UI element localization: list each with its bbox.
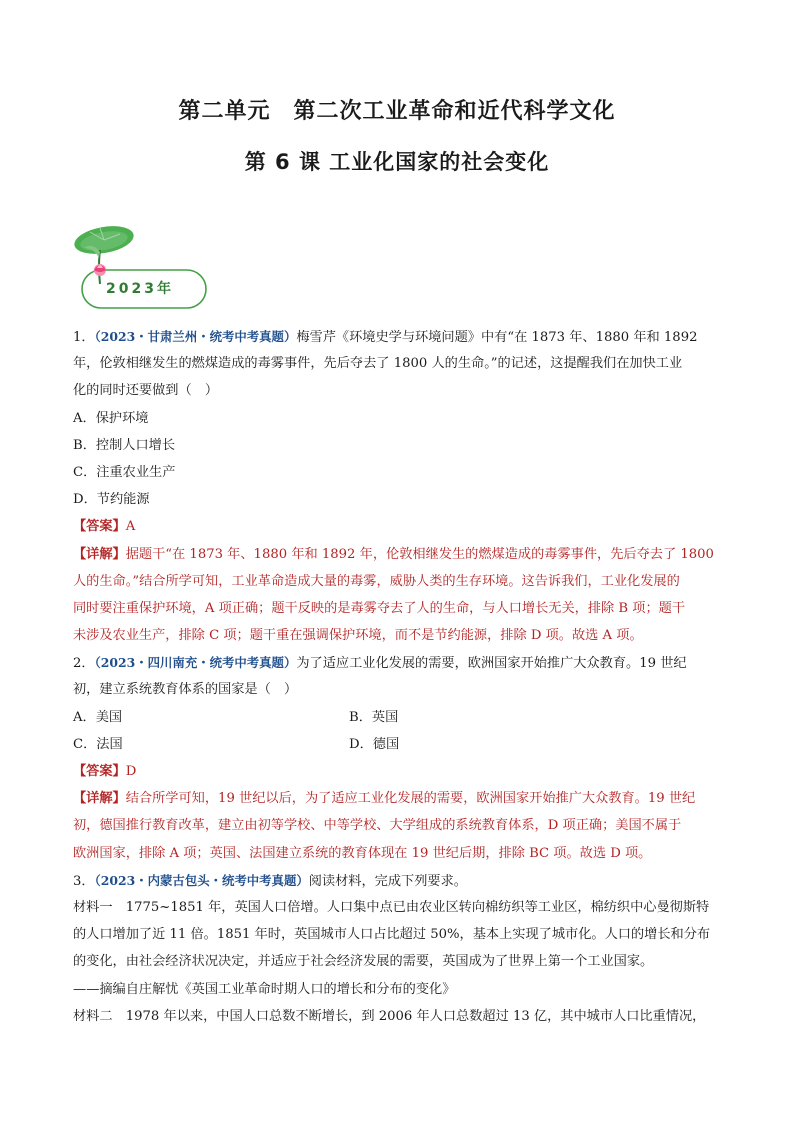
explanation-line-3: 欧洲国家，排除 A 项；英国、法国建立系统的教育体现在 19 世纪后期，排除 BC 项。故选 D 项。: [73, 845, 652, 861]
answer: 【答案】A: [73, 519, 136, 535]
question-source: （2023・甘肃兰州・统考中考真题）: [94, 329, 297, 344]
material-1-line-1: 材料一 1775~1851 年，英国人口倍增。人口集中点已由农业区转向棉纺织等工业区，棉纺织中心曼彻斯特: [73, 899, 710, 915]
option-c: C．注重农业生产: [73, 464, 176, 480]
option-row-2: [73, 731, 723, 758]
question-1-line-1: 1．（2023・甘肃兰州・统考中考真题）梅雪芹《环境史学与环境问题》中有“在 1873 年、1880 年和 1892: [73, 329, 698, 345]
explanation-line-3: 同时要注重保护环境，A 项正确；题干反映的是毒雾夺去了人的生命，与人口增长无关，排除 B 项；题干: [73, 600, 686, 616]
question-source: （2023・内蒙古包头・统考中考真题）: [94, 872, 309, 888]
year-badge: [70, 222, 220, 314]
question-2-line-1: 2．（2023・四川南充・统考中考真题）为了适应工业化发展的需要，欧洲国家开始推广大众教育。19 世纪: [73, 655, 687, 672]
option-b: B．英国: [349, 709, 399, 725]
option-b: B．控制人口增长: [73, 437, 176, 453]
option-c: C．法国: [73, 736, 123, 752]
question-1-line-2: 年，伦敦相继发生的燃煤造成的毒雾事件，先后夺去了 1800 人的生命。”的记述，这提醒我们在加快工业: [73, 356, 683, 372]
question-2-line-2: 初，建立系统教育体系的国家是（ ）: [73, 682, 298, 698]
explanation-line-1: 【详解】结合所学可知，19 世纪以后，为了适应工业化发展的需要，欧洲国家开始推广大众教育。19 世纪: [73, 791, 696, 807]
lotus-leaf-icon: [70, 222, 220, 314]
year-label: 2023年: [106, 281, 174, 297]
option-row-1: [73, 704, 723, 731]
option-d: D．节约能源: [73, 492, 150, 508]
material-2-line-1: 材料二 1978 年以来，中国人口总数不断增长，到 2006 年人口总数超过 13 亿，其中城市人口比重情况，: [73, 1008, 706, 1024]
question-source: （2023・四川南充・统考中考真题）: [94, 655, 297, 671]
question-3-line-1: 3．（2023・内蒙古包头・统考中考真题）阅读材料，完成下列要求。: [73, 872, 467, 889]
explanation-line-1: 【详解】据题干“在 1873 年、1880 年和 1892 年，伦敦相继发生的燃煤造成的毒雾事件，先后夺去了 1800: [73, 546, 714, 562]
explanation-line-2: 初，德国推行教育改革，建立由初等学校、中等学校、大学组成的系统教育体系，D 项正确；美国不属于: [73, 818, 682, 834]
option-a: A．美国: [73, 709, 123, 725]
option-a: A．保护环境: [73, 410, 149, 426]
material-1-line-2: 的人口增加了近 11 倍。1851 年时，英国城市人口占比超过 50%，基本上实现了城市化。人口的增长和分布: [73, 927, 711, 943]
option-d: D．德国: [349, 736, 400, 752]
lesson-title: 第 6 课 工业化国家的社会变化: [244, 150, 550, 174]
answer: 【答案】D: [73, 764, 137, 779]
question-content: [73, 323, 723, 1030]
material-1-citation: ——摘编自庄解忧《英国工业革命时期人口的增长和分布的变化》: [73, 981, 456, 997]
explanation-line-4: 未涉及农业生产，排除 C 项；题干重在强调保护环境，而不是节约能源，排除 D 项。故选 A 项。: [73, 628, 643, 644]
question-1-line-3: 化的同时还要做到（ ）: [73, 383, 219, 399]
explanation-line-2: 人的生命。”结合所学可知，工业革命造成大量的毒雾，威胁人类的生存环境。这告诉我们，工业化发展的: [73, 573, 680, 589]
unit-title: 第二单元 第二次工业革命和近代科学文化: [178, 99, 616, 124]
material-1-line-3: 的变化，由社会经济状况决定，并适应于社会经济发展的需要，英国成为了世界上第一个工业国家。: [73, 954, 654, 970]
